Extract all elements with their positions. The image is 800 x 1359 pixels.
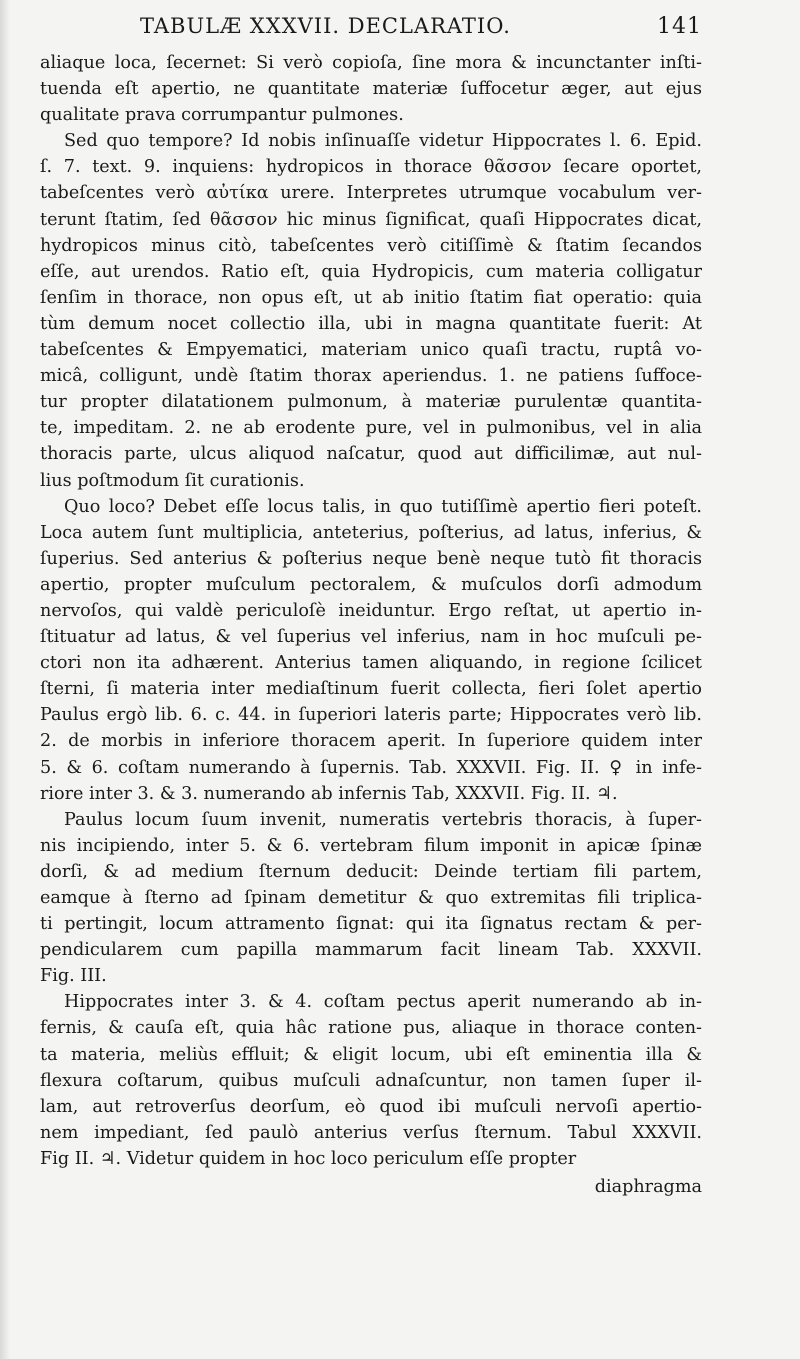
text-line: Paulus ergò lib. 6. c. 44. in ſuperiori lateris parte; Hippocrates verò lib. — [40, 705, 702, 726]
text-line: qualitate prava corrumpantur pulmones. — [40, 105, 404, 126]
text-line: Paulus locum ſuum invenit, numeratis vertebris thoracis, à ſuper- — [64, 809, 702, 830]
text-line: ſ. 7. text. 9. inquiens: hydropicos in thorace θᾶσσον ſecare oportet, — [40, 157, 702, 178]
text-line: tabeſcentes & Empyematici, materiam unico quaſi tractu, ruptâ vo- — [40, 340, 702, 361]
paragraph — [40, 50, 702, 128]
text-line: Hippocrates inter 3. & 4. coſtam pectus aperit numerando ab in- — [64, 992, 702, 1013]
text-line: ti pertingit, locum attramento ſignat: qui ita ſignatus rectam & per- — [40, 914, 702, 935]
catchword: diaphragma — [594, 1177, 702, 1198]
paragraph — [40, 128, 702, 493]
text-line: lius poſtmodum ſit curationis. — [40, 470, 305, 491]
text-line: tuenda eſt apertio, ne quantitate materiæ ſuffocetur æger, aut ejus — [40, 79, 702, 100]
text-line: nervoſos, qui valdè periculoſè ineiduntur. Ergo reſtat, ut apertio in- — [40, 600, 702, 621]
text-line: te, impeditam. 2. ne ab erodente pure, vel in pulmonibus, vel in alia — [40, 418, 702, 439]
text-line: 5. & 6. coſtam numerando à ſupernis. Tab. XXXVII. Fig. II. ♀ in infe- — [40, 757, 702, 778]
text-line: tùm demum nocet collectio illa, ubi in magna quantitate fuerit: At — [40, 313, 702, 334]
text-line: lam, aut retroverſus deorſum, eò quod ibi muſculi nervoſi apertio- — [40, 1096, 702, 1117]
text-line: tabeſcentes verò αὐτίκα urere. Interpretes utrumque vocabulum ver- — [40, 183, 702, 204]
text-line: apertio, propter muſculum pectoralem, & muſculos dorſi admodum — [40, 574, 702, 595]
text-line: Fig II. ♃. Videtur quidem in hoc loco periculum eſſe propter — [40, 1148, 577, 1169]
text-line: ſtituatur ad latus, & vel ſuperius vel inferius, nam in hoc muſculi pe- — [40, 627, 702, 648]
text-line: ſuperius. Sed anterius & poſterius neque benè neque tutò fit thoracis — [40, 548, 702, 569]
text-line: hydropicos minus citò, tabeſcentes verò citiſſimè & ſtatim ſecandos — [40, 235, 702, 256]
text-line: Quo loco? Debet eſſe locus talis, in quo tutiſſimè apertio fieri poteſt. — [64, 496, 702, 517]
text-line: 2. de morbis in inferiore thoracem aperit. In ſuperiore quidem inter — [40, 731, 702, 752]
text-line: aliaque loca, ſecernet: Si verò copioſa, ſine mora & incunctanter inſti- — [40, 53, 702, 73]
page-number: 141 — [657, 14, 702, 39]
text-line: ſenſim in thorace, non opus eſt, ut ab initio ſtatim fiat operatio: quia — [40, 287, 702, 308]
page-gutter-shadow — [0, 0, 10, 1359]
text-line: dorſi, & ad medium ſternum deducit: Deinde tertiam fili partem, — [40, 861, 702, 882]
text-line: nis incipiendo, inter 5. & 6. vertebram filum imponit in apicæ ſpinæ — [40, 835, 702, 856]
text-line: flexura coſtarum, quibus muſculi adnaſcuntur, non tamen ſuper il- — [40, 1070, 702, 1091]
text-line: Sed quo tempore? Id nobis inſinuaſſe videtur Hippocrates l. 6. Epid. — [64, 131, 702, 152]
text-line: nem impediant, ſed paulò anterius verſus ſternum. Tabul XXXVII. — [40, 1122, 702, 1143]
running-title: TABULÆ XXXVII. DECLARATIO. — [140, 14, 511, 38]
text-line: thoracis parte, ulcus aliquod naſcatur, quod aut difficilimæ, aut nul- — [40, 444, 702, 465]
text-line: riore inter 3. & 3. numerando ab infernis Tab, XXXVII. Fig. II. ♃. — [40, 783, 618, 804]
paragraph — [40, 989, 702, 1172]
text-line: Fig. III. — [40, 966, 107, 987]
text-line: fernis, & cauſa eſt, quia hâc ratione pus, aliaque in thorace conten- — [40, 1018, 702, 1039]
text-line: ſterni, ſi materia inter mediaſtinum fuerit collecta, fieri ſolet apertio — [40, 679, 702, 700]
body-text — [40, 50, 702, 1172]
text-line: terunt ſtatim, ſed θᾶσσον hic minus ſignificat, quaſi Hippocrates dicat, — [40, 209, 702, 230]
running-header — [40, 14, 702, 50]
text-line: tur propter dilatationem pulmonum, à materiæ purulentæ quantita- — [40, 392, 702, 413]
text-line: Loca autem ſunt multiplicia, anteterius, poſterius, ad latus, inferius, & — [40, 522, 702, 543]
text-line: eſſe, aut urendos. Ratio eſt, quia Hydropicis, cum materia colligatur — [40, 261, 702, 282]
text-line: micâ, colligunt, undè ſtatim thorax aperiendus. 1. ne patiens ſuffoce- — [40, 366, 702, 387]
text-line: eamque à ſterno ad ſpinam demetitur & quo extremitas fili triplica- — [40, 888, 702, 908]
text-line: pendicularem cum papilla mammarum facit lineam Tab. XXXVII. — [40, 940, 702, 961]
text-line: ctori non ita adhærent. Anterius tamen aliquando, in regione ſcilicet — [40, 653, 702, 674]
text-line: ta materia, meliùs effluit; & eligit locum, ubi eſt eminentia illa & — [40, 1044, 702, 1065]
paragraph — [40, 807, 702, 990]
paragraph — [40, 494, 702, 807]
